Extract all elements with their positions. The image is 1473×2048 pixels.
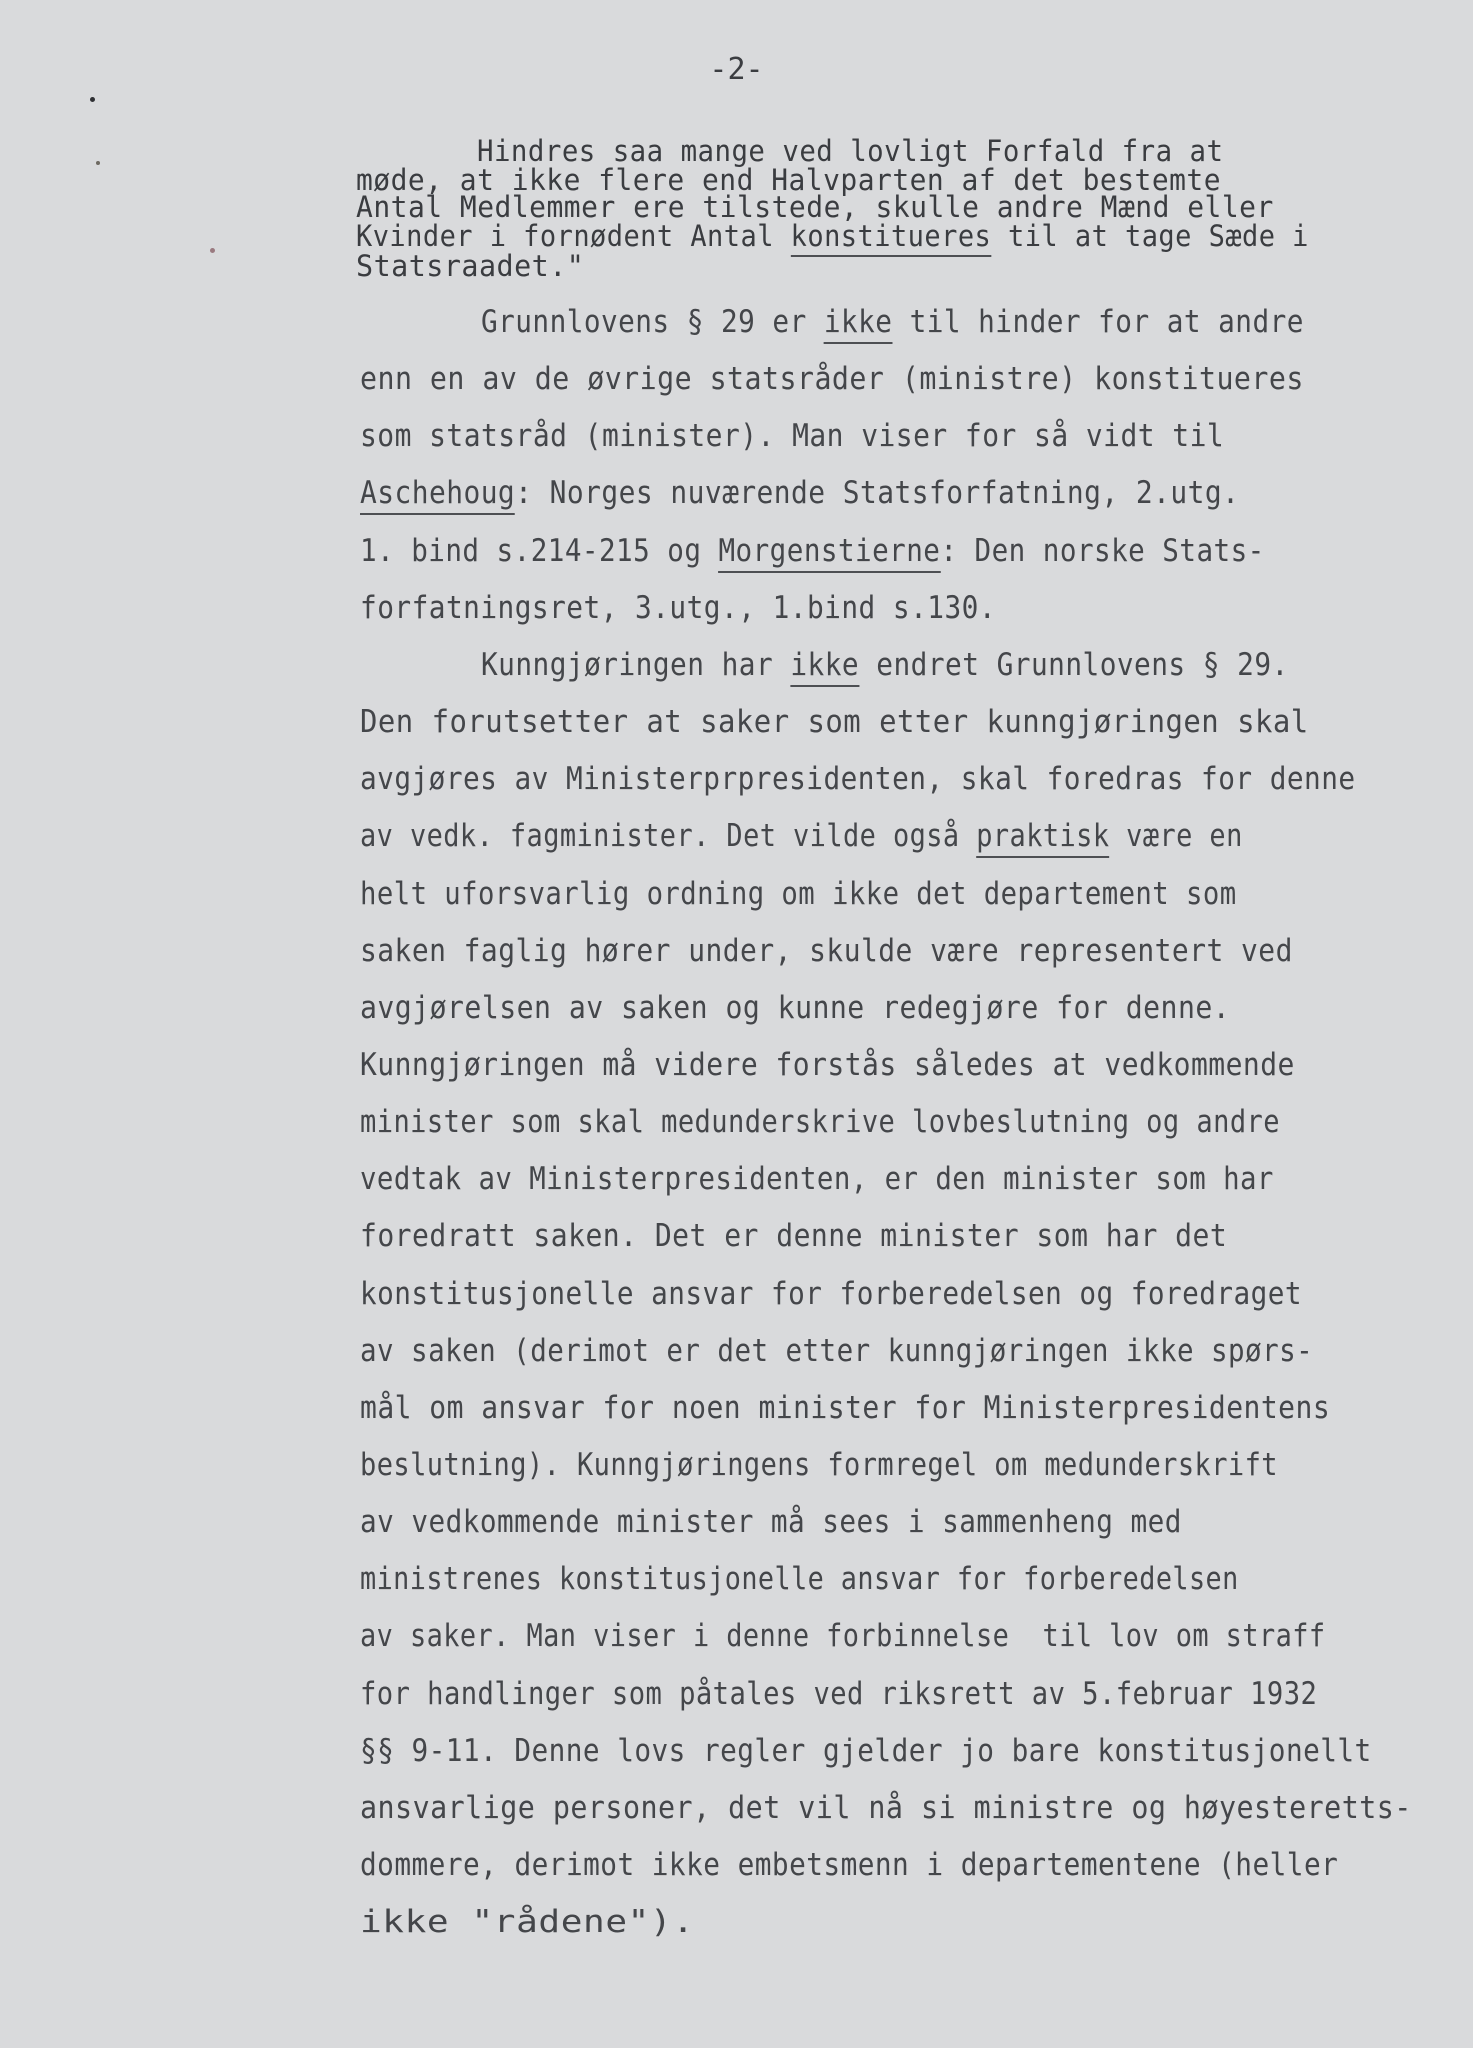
text-line bbox=[360, 1161, 1274, 1197]
margin-mark bbox=[90, 97, 95, 102]
quote-line bbox=[356, 219, 1309, 253]
text-segment: ansvarlige personer, det vil nå si ministre og høyesteretts- bbox=[360, 1790, 1412, 1826]
text-segment: Kvinder i fornødent Antal bbox=[356, 219, 791, 253]
text-segment: av saker. Man viser i denne forbinnelse til lov om straff bbox=[360, 1618, 1326, 1654]
text-segment: Grunnlovens § 29 er bbox=[481, 304, 824, 340]
text-segment: være en bbox=[1109, 818, 1243, 854]
text-line bbox=[360, 704, 1309, 740]
text-segment: minister som skal medunderskrive lovbeslutning og andre bbox=[360, 1104, 1280, 1140]
text-line bbox=[360, 990, 1231, 1026]
margin-mark bbox=[210, 248, 215, 253]
text-line bbox=[360, 1847, 1339, 1883]
text-line bbox=[360, 590, 997, 626]
text-segment: dommere, derimot ikke embetsmenn i departementene (heller bbox=[360, 1847, 1339, 1883]
text-segment: Statsraadet." bbox=[356, 249, 585, 283]
text-segment: av saken (derimot er det etter kunngjøringen ikke spørs- bbox=[360, 1333, 1314, 1369]
text-line bbox=[360, 1047, 1295, 1083]
text-segment: beslutning). Kunngjøringens formregel om medunderskrift bbox=[360, 1447, 1278, 1483]
underlined-word: konstitueres bbox=[791, 219, 992, 257]
text-segment: enn en av de øvrige statsråder (ministre) konstitueres bbox=[360, 361, 1304, 397]
text-segment: som statsråd (minister). Man viser for så vidt til bbox=[360, 418, 1225, 454]
text-segment: til at tage Sæde i bbox=[991, 219, 1309, 253]
text-line bbox=[360, 418, 1225, 454]
text-line bbox=[360, 1618, 1326, 1654]
text-segment: Kunngjøringen må videre forstås således at vedkommende bbox=[360, 1047, 1295, 1083]
text-segment: konstitusjonelle ansvar for forberedelsen og foredraget bbox=[360, 1276, 1302, 1312]
text-line bbox=[360, 933, 1293, 969]
text-segment: Den forutsetter at saker som etter kunngjøringen skal bbox=[360, 704, 1309, 740]
text-line bbox=[481, 304, 1304, 340]
text-line bbox=[360, 361, 1304, 397]
underlined-word: Morgenstierne bbox=[718, 533, 940, 573]
text-segment: til hinder for at andre bbox=[892, 304, 1304, 340]
text-segment: Hindres saa mange ved lovligt Forfald fra at bbox=[477, 134, 1224, 168]
text-line bbox=[360, 1561, 1239, 1597]
underlined-word: ikke bbox=[824, 304, 893, 344]
text-line bbox=[360, 1333, 1314, 1369]
text-line bbox=[481, 647, 1289, 683]
text-segment: : Den norske Stats- bbox=[940, 533, 1265, 569]
text-line bbox=[360, 533, 1265, 569]
text-segment: avgjøres av Ministerprpresidenten, skal foredras for denne bbox=[360, 761, 1356, 797]
text-line bbox=[360, 1904, 695, 1940]
text-line bbox=[360, 1676, 1318, 1712]
text-line bbox=[360, 1218, 1228, 1254]
text-line bbox=[360, 1447, 1278, 1483]
text-segment: endret Grunnlovens § 29. bbox=[859, 647, 1289, 683]
text-segment: : Norges nuværende Statsforfatning, 2.utg. bbox=[515, 475, 1240, 511]
text-segment: av vedk. fagminister. Det vilde også bbox=[360, 818, 977, 854]
underlined-word: praktisk bbox=[976, 818, 1109, 858]
text-line bbox=[360, 1276, 1302, 1312]
underlined-word: Aschehoug bbox=[360, 475, 515, 515]
quote-line bbox=[356, 249, 585, 283]
text-segment: ministrenes konstitusjonelle ansvar for forberedelsen bbox=[360, 1561, 1239, 1597]
text-line bbox=[360, 761, 1356, 797]
text-segment: avgjørelsen av saken og kunne redegjøre for denne. bbox=[360, 990, 1231, 1026]
text-line bbox=[360, 818, 1243, 854]
text-line bbox=[360, 475, 1240, 511]
page-number: -2- bbox=[709, 52, 764, 87]
underlined-word: ikke bbox=[790, 647, 859, 687]
text-line bbox=[360, 1504, 1182, 1540]
text-line bbox=[360, 1790, 1412, 1826]
text-segment: mål om ansvar for noen minister for Ministerpresidentens bbox=[360, 1390, 1331, 1426]
text-segment: vedtak av Ministerpresidenten, er den minister som har bbox=[360, 1161, 1274, 1197]
text-segment: saken faglig hører under, skulde være representert ved bbox=[360, 933, 1293, 969]
text-line bbox=[360, 1390, 1331, 1426]
text-segment: møde, at ikke flere end Halvparten af det bestemte bbox=[356, 163, 1222, 197]
text-segment: Antal Medlemmer ere tilstede, skulle andre Mænd eller bbox=[356, 190, 1274, 224]
margin-mark bbox=[96, 161, 100, 165]
text-segment: 1. bind s.214-215 og bbox=[360, 533, 719, 569]
text-line bbox=[360, 1104, 1280, 1140]
text-segment: ikke "rådene"). bbox=[360, 1904, 695, 1940]
text-line bbox=[360, 876, 1237, 912]
text-segment: foredratt saken. Det er denne minister som har det bbox=[360, 1218, 1228, 1254]
text-segment: §§ 9-11. Denne lovs regler gjelder jo bare konstitusjonellt bbox=[360, 1733, 1372, 1769]
text-segment: Kunngjøringen har bbox=[481, 647, 791, 683]
text-line bbox=[360, 1733, 1372, 1769]
text-segment: for handlinger som påtales ved riksrett av 5.februar 1932 bbox=[360, 1676, 1318, 1712]
text-segment: forfatningsret, 3.utg., 1.bind s.130. bbox=[360, 590, 997, 626]
text-segment: av vedkommende minister må sees i sammenheng med bbox=[360, 1504, 1182, 1540]
text-segment: helt uforsvarlig ordning om ikke det departement som bbox=[360, 876, 1237, 912]
